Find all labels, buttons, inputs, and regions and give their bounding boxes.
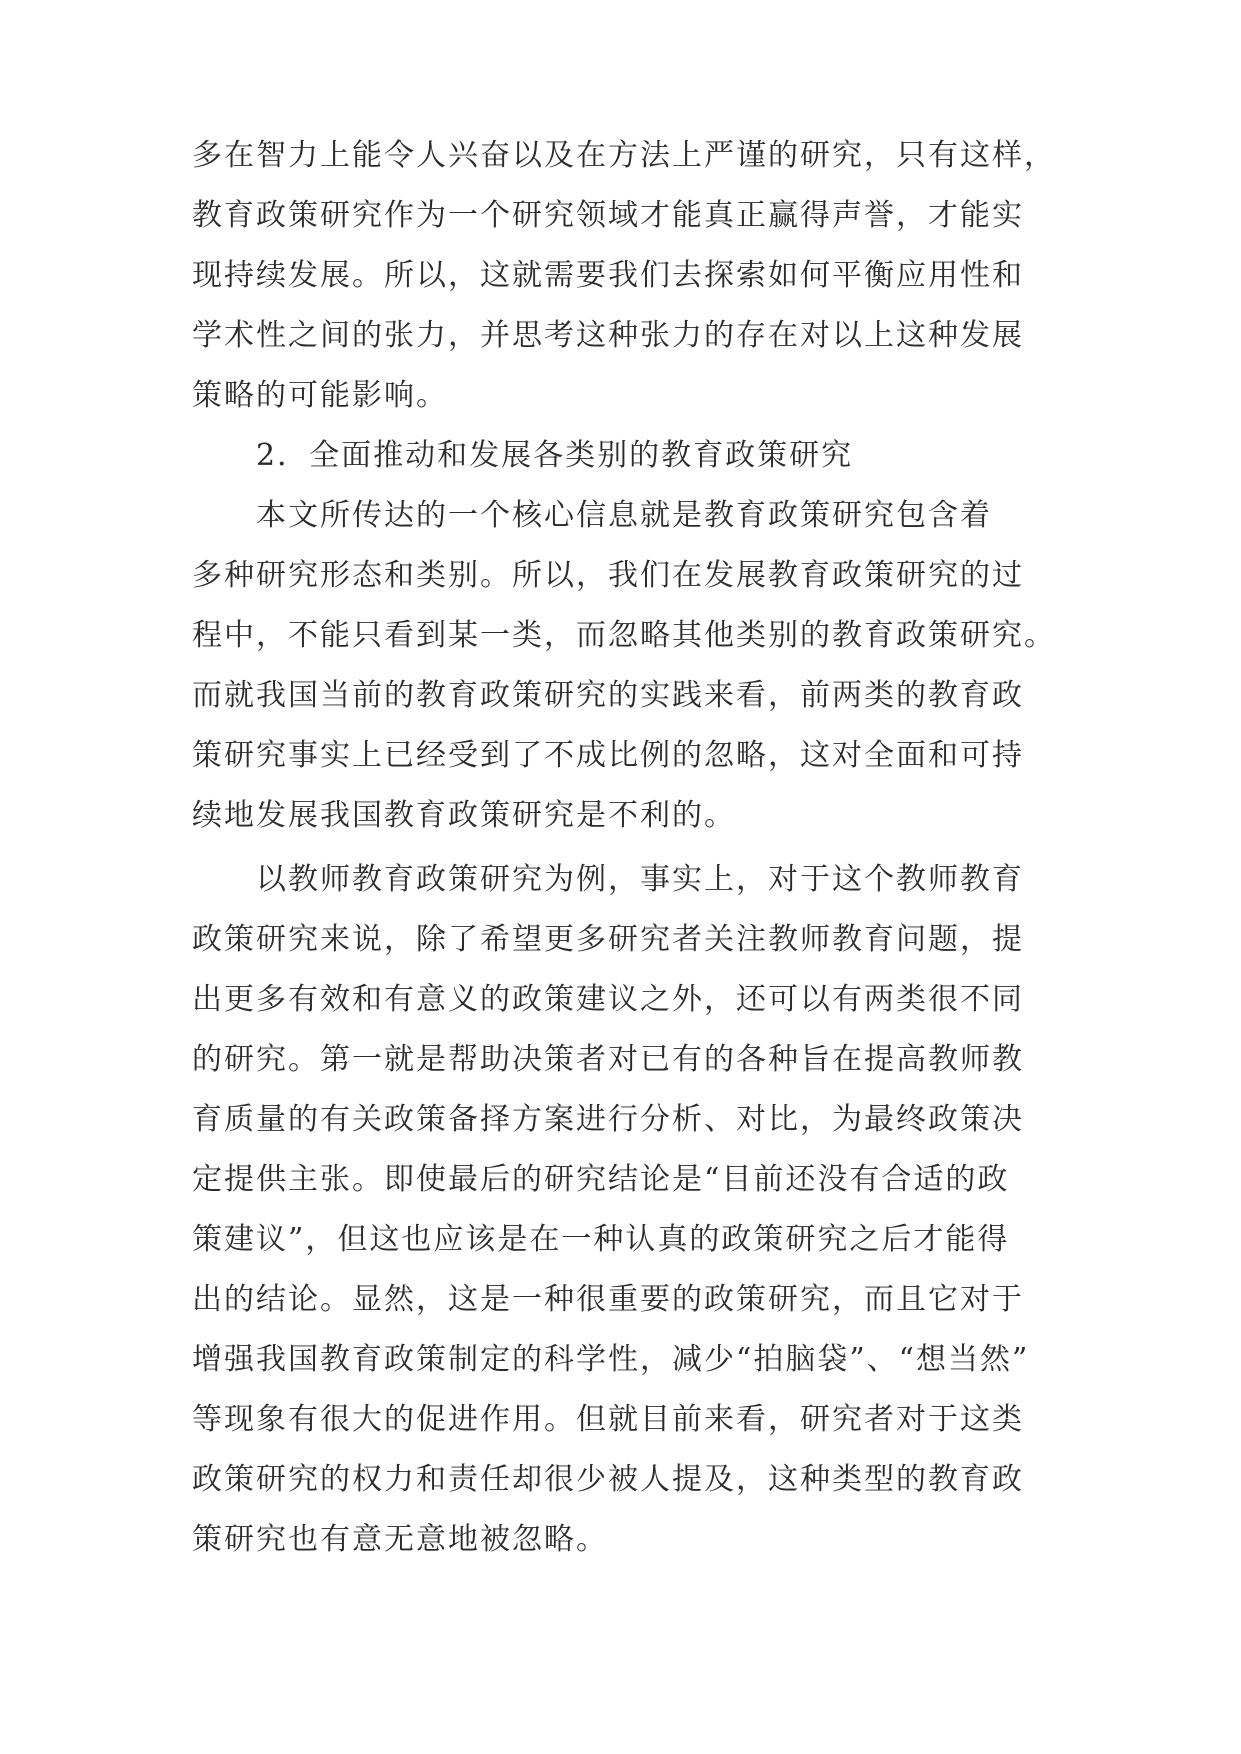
text-line: 程中，不能只看到某一类，而忽略其他类别的教育政策研究。 (192, 618, 1056, 653)
text-line: 多在智力上能令人兴奋以及在方法上严谨的研究，只有这样， (192, 138, 1056, 173)
text-line: 多种研究形态和类别。所以，我们在发展教育政策研究的过 (192, 558, 1024, 593)
text-line: 政策研究的权力和责任却很少被人提及，这种类型的教育政 (192, 1462, 1024, 1497)
text-line: 的研究。第一就是帮助决策者对已有的各种旨在提高教师教 (192, 1042, 1024, 1077)
text-line: 出的结论。显然，这是一种很重要的政策研究，而且它对于 (192, 1282, 1024, 1317)
text-line: 等现象有很大的促进作用。但就目前来看，研究者对于这类 (192, 1402, 1024, 1437)
text-line: 本文所传达的一个核心信息就是教育政策研究包含着 (256, 498, 992, 533)
text-line: 定提供主张。即使最后的研究结论是“目前还没有合适的政 (192, 1162, 1010, 1197)
text-line: 政策研究来说，除了希望更多研究者关注教师教育问题，提 (192, 922, 1024, 957)
text-line: 而就我国当前的教育政策研究的实践来看，前两类的教育政 (192, 678, 1024, 713)
text-line: 策建议”，但这也应该是在一种认真的政策研究之后才能得 (192, 1222, 1010, 1257)
text-line: 策略的可能影响。 (192, 378, 448, 413)
text-line: 策研究也有意无意地被忽略。 (192, 1522, 608, 1557)
text-line: 增强我国教育政策制定的科学性，减少“拍脑袋”、“想当然” (192, 1342, 1030, 1377)
text-line: 育质量的有关政策备择方案进行分析、对比，为最终政策决 (192, 1102, 1024, 1137)
section-heading: 2．全面推动和发展各类别的教育政策研究 (256, 438, 854, 473)
text-line: 以教师教育政策研究为例，事实上，对于这个教师教育 (256, 862, 1024, 897)
text-line: 策研究事实上已经受到了不成比例的忽略，这对全面和可持 (192, 738, 1024, 773)
text-line: 出更多有效和有意义的政策建议之外，还可以有两类很不同 (192, 982, 1024, 1017)
text-line: 现持续发展。所以，这就需要我们去探索如何平衡应用性和 (192, 258, 1024, 293)
text-line: 续地发展我国教育政策研究是不利的。 (192, 798, 736, 833)
text-line: 学术性之间的张力，并思考这种张力的存在对以上这种发展 (192, 318, 1024, 353)
text-line: 教育政策研究作为一个研究领域才能真正赢得声誉，才能实 (192, 198, 1024, 233)
